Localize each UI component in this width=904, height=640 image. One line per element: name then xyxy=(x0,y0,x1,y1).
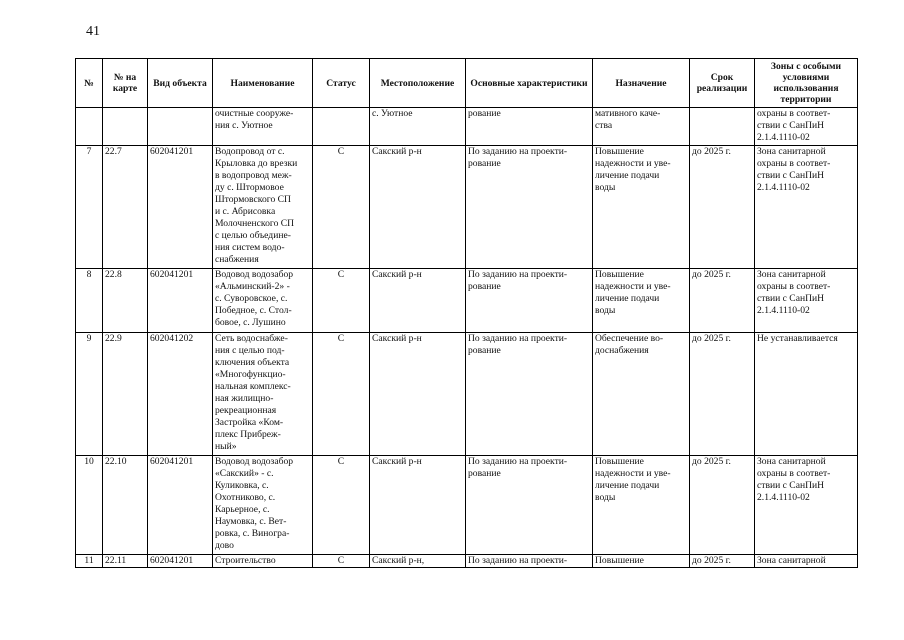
cell-zones: Зона санитарной охраны в соответ- ствии с СанПиН 2.1.4.1110-02 xyxy=(757,269,831,316)
cell-name: очистные сооруже- ния с. Уютное xyxy=(215,108,294,131)
cell-name: Водовод водозабор «Альминский-2» - с. Суворовское, с. Победное, с. Стол- бовое, с. Лушино xyxy=(215,269,294,328)
cell-number: 9 xyxy=(86,333,92,344)
cell-purpose: мативного каче- ства xyxy=(595,108,661,131)
cell-location: Сакский р-н xyxy=(372,146,422,157)
table-row xyxy=(76,333,858,456)
cell-number: 11 xyxy=(84,555,94,566)
col-header-location: Местоположение xyxy=(370,59,466,108)
col-header-term: Срок реализации xyxy=(690,59,755,108)
cell-object-type: 602041202 xyxy=(150,333,194,344)
table-row xyxy=(76,146,858,269)
cell-name: Сеть водоснабже- ния с целью под- ключения объекта «Многофункцио- нальная комплекс- ная жилищно- рекреационная Застройка «Ком- плекс Прибреж- ный» xyxy=(215,333,291,452)
cell-term: до 2025 г. xyxy=(692,555,731,566)
cell-zones: Зона санитарной охраны в соответ- ствии с СанПиН 2.1.4.1110-02 xyxy=(757,146,831,193)
col-header-name: Наименование xyxy=(213,59,313,108)
cell-location: Сакский р-н xyxy=(372,333,422,344)
col-header-map-number: № на карте xyxy=(103,59,148,108)
cell-map-number: 22.10 xyxy=(105,456,127,467)
cell-characteristics: По заданию на проекти- рование xyxy=(468,456,568,479)
cell-status: С xyxy=(337,269,345,280)
page-number: 41 xyxy=(86,24,100,39)
col-header-zones: Зоны с особыми условиями использования территории xyxy=(755,59,858,108)
cell-name: Строительство xyxy=(215,555,276,566)
cell-characteristics: рование xyxy=(468,108,501,119)
col-header-number: № xyxy=(76,59,103,108)
cell-number: 10 xyxy=(84,456,94,467)
cell-zones: Зона санитарной xyxy=(757,555,826,566)
table-header-row xyxy=(76,59,858,108)
cell-purpose: Повышение xyxy=(595,555,644,566)
cell-map-number: 22.11 xyxy=(105,555,127,566)
cell-status: С xyxy=(337,555,345,566)
cell-object-type: 602041201 xyxy=(150,269,194,280)
col-header-characteristics: Основные характеристики xyxy=(466,59,593,108)
cell-purpose: Повышение надежности и уве- личение подачи воды xyxy=(595,146,671,193)
cell-zones: Зона санитарной охраны в соответ- ствии с СанПиН 2.1.4.1110-02 xyxy=(757,456,831,503)
cell-object-type: 602041201 xyxy=(150,146,194,157)
cell-number: 7 xyxy=(86,146,92,157)
cell-purpose: Повышение надежности и уве- личение подачи воды xyxy=(595,269,671,316)
cell-location: Сакский р-н, xyxy=(372,555,425,566)
table-row xyxy=(76,456,858,555)
infrastructure-table xyxy=(75,58,858,568)
cell-purpose: Повышение надежности и уве- личение подачи воды xyxy=(595,456,671,503)
col-header-purpose: Назначение xyxy=(593,59,690,108)
cell-purpose: Обеспечение во- доснабжения xyxy=(595,333,664,356)
cell-name: Водовод водозабор «Сакский» - с. Куликовка, с. Охотниково, с. Карьерное, с. Наумовка, с. Вет- ровка, с. Виногра- дово xyxy=(215,456,294,551)
cell-term: до 2025 г. xyxy=(692,456,731,467)
cell-term: до 2025 г. xyxy=(692,333,731,344)
cell-term: до 2025 г. xyxy=(692,146,731,157)
cell-status: С xyxy=(337,333,345,344)
cell-location: Сакский р-н xyxy=(372,269,422,280)
cell-map-number: 22.7 xyxy=(105,146,122,157)
cell-characteristics: По заданию на проекти- xyxy=(468,555,568,566)
cell-zones: охраны в соответ- ствии с СанПиН 2.1.4.1110-02 xyxy=(757,108,831,143)
table-row xyxy=(76,555,858,568)
table-row xyxy=(76,108,858,146)
cell-object-type: 602041201 xyxy=(150,456,194,467)
cell-location: с. Уютное xyxy=(372,108,413,119)
cell-number: 8 xyxy=(86,269,92,280)
cell-location: Сакский р-н xyxy=(372,456,422,467)
cell-map-number: 22.9 xyxy=(105,333,122,344)
cell-characteristics: По заданию на проекти- рование xyxy=(468,333,568,356)
cell-characteristics: По заданию на проекти- рование xyxy=(468,269,568,292)
col-header-object-type: Вид объекта xyxy=(148,59,213,108)
cell-term: до 2025 г. xyxy=(692,269,731,280)
cell-object-type: 602041201 xyxy=(150,555,194,566)
cell-status: С xyxy=(337,146,345,157)
cell-zones: Не устанавливается xyxy=(757,333,838,344)
cell-characteristics: По заданию на проекти- рование xyxy=(468,146,568,169)
cell-name: Водопровод от с. Крыловка до врезки в водопровод меж- ду с. Штормовое Штормовского СП и с. Абрисовка Молочненского СП с целью объедине- ния систем водо- снабжения xyxy=(215,146,298,265)
cell-map-number: 22.8 xyxy=(105,269,122,280)
cell-status: С xyxy=(337,456,345,467)
col-header-status: Статус xyxy=(313,59,370,108)
table-row xyxy=(76,269,858,333)
